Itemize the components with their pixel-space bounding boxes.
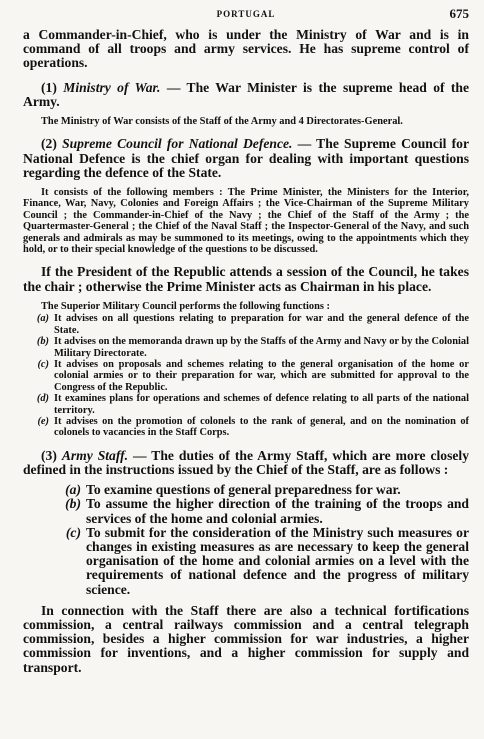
section-number: (2) (41, 136, 57, 152)
section-title: Supreme Council for National Defence. (62, 136, 293, 152)
item-marker: (e) (37, 415, 49, 427)
list-item (23, 336, 469, 359)
note-ministry-composition: The Ministry of War consists of the Staff of the Army and 4 Directorates-General. (41, 116, 403, 128)
item-text: It advises on the memoranda drawn up by the Staffs of the Army and Navy or by the Colonial Military Directorate. (54, 336, 469, 359)
page-header (23, 6, 469, 28)
item-text: To assume the higher direction of the training of the troops and services of the home and colonial armies. (86, 496, 469, 526)
running-title: PORTUGAL (216, 9, 276, 19)
note-council-members: It consists of the following members : The Prime Minister, the Ministers for the Interior, Finance, War, Navy, Colonies and Foreign Affairs ; the Vice-Chairman of the Supreme Military Council ; the Commander-in-Chief of the Navy ; the Chief of the Staff of the Army ; the Quartermaster-General ; the Chief of the Naval Staff ; the Inspector-General of the Navy, and such generals and admirals as may be summoned to its meetings, owing to the appointments which they hold, or to their special knowledge of the questions to be discussed. (23, 187, 469, 256)
paragraph-commander: a Commander-in-Chief, who is under the Ministry of War and is in command of all troops and army services. He has supreme control of operations. (23, 27, 469, 71)
document-page (23, 6, 469, 675)
list-item (23, 393, 469, 416)
item-marker: (d) (36, 393, 49, 405)
item-text: To examine questions of general preparedness for war. (86, 482, 401, 498)
section-body: — The duties of the Army Staff, which are more closely defined in the instructions issued by the Chief of the Staff, are as follows : (23, 447, 470, 477)
page-number: 675 (449, 6, 469, 21)
item-marker: (a) (65, 482, 81, 498)
item-text: It advises on all questions relating to preparation for war and the general defence of the State. (54, 313, 469, 336)
section-army-staff (23, 449, 469, 477)
section-title: Ministry of War. (63, 79, 161, 95)
section-number: (3) (41, 447, 57, 463)
list-item (23, 359, 469, 393)
section-body: — The Supreme Council for National Defence is the chief organ for dealing with important questions regarding the defence of the State. (23, 136, 469, 180)
section-ministry-of-war (23, 81, 469, 109)
item-marker: (c) (65, 524, 81, 540)
item-text: It advises on proposals and schemes relating to the general organisation of the home or colonial armies or to their preparation for war, which are submitted for approval to the Congress of the Republic. (54, 358, 469, 393)
section-supreme-council (23, 137, 469, 180)
section-title: Army Staff. (61, 447, 129, 463)
functions-list (23, 313, 469, 438)
item-text: It examines plans for operations and schemes of defence relating to all parts of the national territory. (54, 393, 469, 416)
list-item (23, 483, 469, 497)
functions-intro: The Superior Military Council performs the following functions : (41, 300, 331, 312)
section-body: — The War Minister is the supreme head of the Army. (23, 79, 470, 109)
paragraph-commissions: In connection with the Staff there are also a technical fortifications commission, a central railways commission and a central telegraph commission, besides a higher commission for war industries, a higher commission for inventions, and a higher commission for supply and transport. (23, 602, 469, 675)
paragraph-president: If the President of the Republic attends a session of the Council, he takes the chair ; otherwise the Prime Minister acts as Chairman in his place. (23, 264, 469, 294)
staff-duties-list (23, 483, 469, 597)
item-marker: (b) (65, 496, 81, 512)
list-item (23, 416, 469, 439)
section-number: (1) (41, 79, 57, 95)
item-marker: (b) (36, 336, 49, 348)
list-item (23, 526, 469, 597)
item-text: It advises on the promotion of colonels to the rank of general, and on the nomination of colonels to vacancies in the Staff Corps. (54, 415, 469, 439)
list-item (23, 497, 469, 525)
item-marker: (a) (36, 313, 49, 325)
item-marker: (c) (37, 358, 49, 370)
list-item (23, 313, 469, 336)
item-text: To submit for the consideration of the Ministry such measures or changes in existing measures as are necessary to keep the general organisation of the home and colonial armies on a level with the requirements of national defence and the progress of military science. (86, 524, 469, 597)
